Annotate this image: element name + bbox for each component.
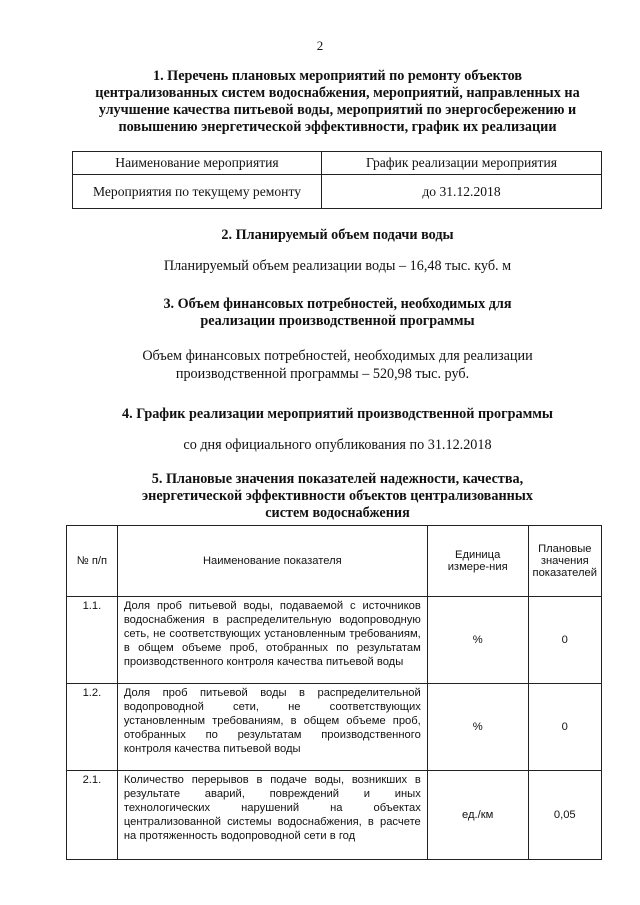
activities-cell-name: Мероприятия по текущему ремонту	[73, 175, 322, 209]
section-4-text: со дня официального опубликования по 31.12.2018	[183, 437, 492, 453]
activities-header-name: Наименование мероприятия	[73, 152, 322, 175]
indicators-table	[66, 525, 602, 860]
row-num: 2.1.	[67, 771, 118, 860]
table-row	[67, 684, 602, 771]
row-value: 0	[528, 597, 601, 684]
row-unit: ед./км	[427, 771, 528, 860]
page-number: 2	[316, 38, 324, 53]
indicators-header-num: № п/п	[67, 526, 118, 597]
row-unit: %	[427, 684, 528, 771]
section-2-text: Планируемый объем реализации воды – 16,48 тыс. куб. м	[163, 258, 512, 274]
row-num: 1.1.	[67, 597, 118, 684]
row-value: 0	[528, 684, 601, 771]
section-5-title: 5. Плановые значения показателей надежности, качества, энергетической эффективности объектов централизованных систем водоснабжения	[142, 471, 533, 521]
row-name: Доля проб питьевой воды, подаваемой с источников водоснабжения в распределительную водопроводную сеть, не соответствующих установленным требованиям, в общем объеме проб, отобранных по результатам производственного контроля качества питьевой воды	[117, 597, 427, 684]
activities-table	[72, 151, 602, 209]
table-row	[67, 771, 602, 860]
row-unit: %	[427, 597, 528, 684]
row-value: 0,05	[528, 771, 601, 860]
section-3-text: Объем финансовых потребностей, необходимых для реализации производственной программы – 520,98 тыс. руб.	[142, 348, 533, 382]
row-name: Количество перерывов в подаче воды, возникших в результате аварий, повреждений и иных технологических нарушений на объектах централизованной системы водоснабжения, в расчете на протяженность водопроводной сети в год	[117, 771, 427, 860]
activities-header-schedule: График реализации мероприятия	[322, 152, 602, 175]
activities-cell-schedule: до 31.12.2018	[322, 175, 602, 209]
indicators-header-value: Плановые значения показателей	[528, 526, 601, 597]
section-3-title: 3. Объем финансовых потребностей, необходимых для реализации производственной программы	[163, 296, 512, 329]
indicators-header-name: Наименование показателя	[117, 526, 427, 597]
section-2-title: 2. Планируемый объем подачи воды	[221, 227, 454, 243]
row-name: Доля проб питьевой воды в распределительной водопроводной сети, не соответствующих установленным требованиям, в общем объеме проб, отобранных по результатам производственного контроля качества питьевой воды	[117, 684, 427, 771]
section-4-title: 4. График реализации мероприятий производственной программы	[122, 406, 553, 422]
indicators-header-unit: Единица измере-ния	[427, 526, 528, 597]
row-num: 1.2.	[67, 684, 118, 771]
table-row	[67, 597, 602, 684]
section-1-title: 1. Перечень плановых мероприятий по ремонту объектов централизованных систем водоснабжения, мероприятий, направленных на улучшение качества питьевой воды, мероприятий по энергосбережению и повышению энергетической эффективности, график их реализации	[95, 68, 580, 135]
